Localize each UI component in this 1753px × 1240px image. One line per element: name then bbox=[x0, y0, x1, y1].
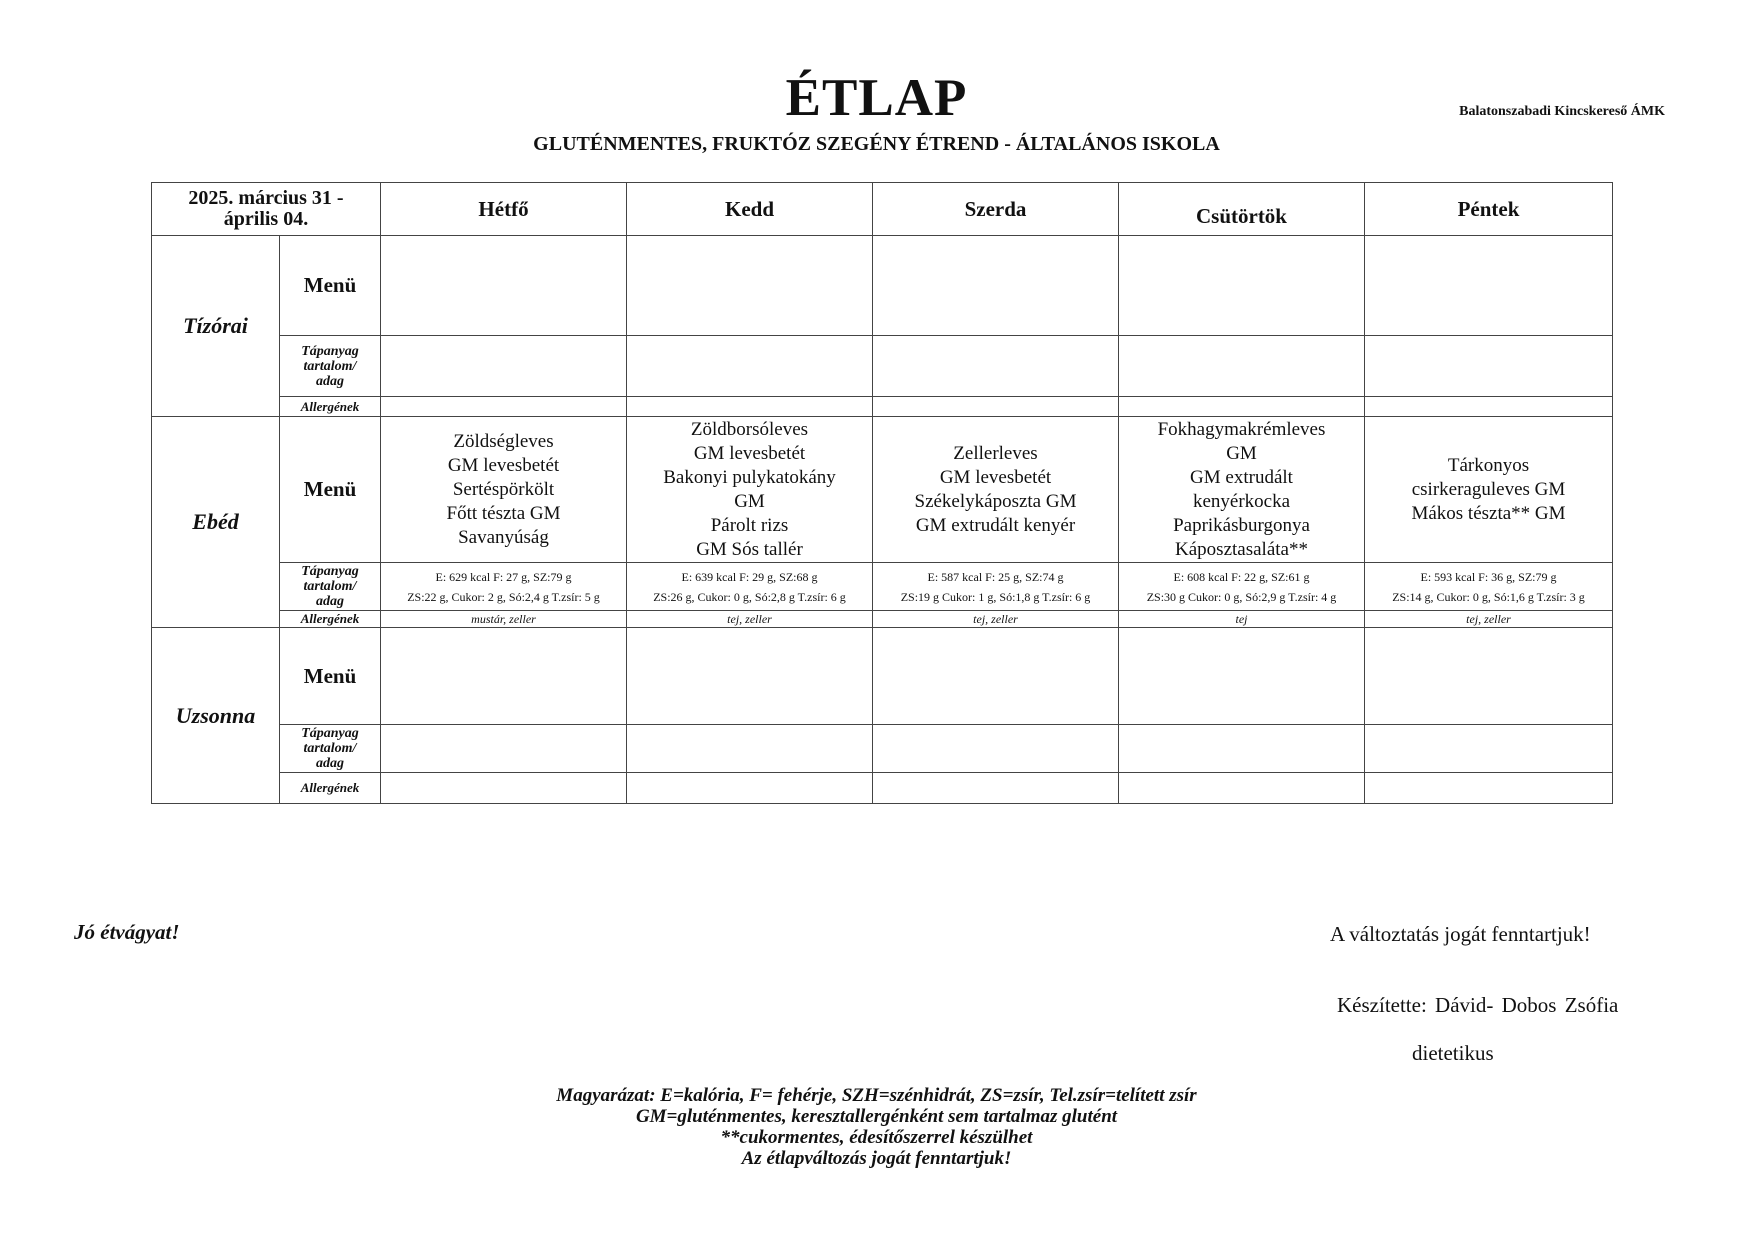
dish-line: Sertéspörkölt bbox=[452, 478, 555, 500]
lunch-nutrition-wednesday bbox=[873, 563, 1119, 611]
allergen-cell bbox=[1119, 773, 1365, 804]
day-header-thursday: Csütörtök bbox=[1119, 183, 1365, 236]
dish-line: Székelykáposzta GM bbox=[914, 490, 1077, 512]
row-label-nutrition-line: Tápanyag bbox=[301, 726, 359, 741]
table-row bbox=[152, 725, 1613, 773]
allergen-cell bbox=[873, 773, 1119, 804]
dish-line: Bakonyi pulykatokány bbox=[663, 466, 836, 488]
allergen-cell bbox=[627, 397, 873, 417]
lunch-menu-wednesday bbox=[873, 417, 1119, 563]
dish-line: Zellerleves bbox=[953, 442, 1038, 464]
allergen-cell bbox=[381, 773, 627, 804]
dish-line: GM levesbetét bbox=[939, 466, 1052, 488]
nutrition-cell bbox=[1365, 725, 1613, 773]
lunch-allergens-friday: tej, zeller bbox=[1365, 611, 1613, 628]
table-row bbox=[152, 236, 1613, 336]
nutrition-line: E: 608 kcal F: 22 g, SZ:61 g bbox=[1173, 569, 1310, 584]
table-row bbox=[152, 336, 1613, 397]
menu-cell bbox=[1119, 628, 1365, 725]
dish-line: GM levesbetét bbox=[447, 454, 560, 476]
nutrition-line: E: 639 kcal F: 29 g, SZ:68 g bbox=[681, 569, 818, 584]
legend-line: Az étlapváltozás jogát fenntartjuk! bbox=[741, 1148, 1012, 1169]
row-label-nutrition-line: Tápanyag bbox=[301, 564, 359, 579]
dish-line: Fokhagymakrémleves bbox=[1157, 418, 1326, 440]
row-label-nutrition-line: adag bbox=[316, 594, 344, 609]
page-title: ÉTLAP bbox=[785, 69, 968, 127]
row-label-allergens: Allergének bbox=[280, 611, 381, 628]
lunch-nutrition-thursday bbox=[1119, 563, 1365, 611]
table-row bbox=[152, 397, 1613, 417]
dish-line: Tárkonyos bbox=[1447, 454, 1530, 476]
lunch-allergens-tuesday: tej, zeller bbox=[627, 611, 873, 628]
row-label-nutrition-line: tartalom/ bbox=[303, 741, 357, 756]
table-header-row bbox=[152, 183, 1613, 236]
allergen-cell bbox=[381, 397, 627, 417]
nutrition-cell bbox=[1119, 725, 1365, 773]
dish-line: Mákos tészta** GM bbox=[1411, 502, 1566, 524]
menu-cell bbox=[381, 236, 627, 336]
nutrition-line: ZS:30 g Cukor: 0 g, Só:2,9 g T.zsír: 4 g bbox=[1146, 589, 1337, 604]
row-label-nutrition-line: Tápanyag bbox=[301, 343, 359, 359]
legend-line: **cukormentes, édesítőszerrel készülhet bbox=[720, 1127, 1033, 1148]
dish-line: Paprikásburgonya bbox=[1173, 514, 1310, 536]
table-row bbox=[152, 417, 1613, 563]
row-label-allergens: Allergének bbox=[280, 773, 381, 804]
nutrition-cell bbox=[873, 725, 1119, 773]
table-row bbox=[152, 611, 1613, 628]
rights-notice: A változtatás jogát fenntartjuk! bbox=[1330, 922, 1591, 946]
row-label-nutrition-line: adag bbox=[316, 373, 344, 389]
institution-name: Balatonszabadi Kincskereső ÁMK bbox=[1459, 104, 1665, 119]
dish-line: Párolt rizs bbox=[710, 514, 789, 536]
allergen-cell bbox=[873, 397, 1119, 417]
menu-cell bbox=[381, 628, 627, 725]
lunch-menu-thursday bbox=[1119, 417, 1365, 563]
lunch-menu-monday bbox=[381, 417, 627, 563]
menu-cell bbox=[873, 628, 1119, 725]
author-role: dietetikus bbox=[1412, 1041, 1494, 1065]
row-label-allergens: Allergének bbox=[280, 397, 381, 417]
legend-line: Magyarázat: E=kalória, F= fehérje, SZH=szénhidrát, ZS=zsír, Tel.zsír=telített zsír bbox=[556, 1085, 1197, 1106]
page-subtitle: GLUTÉNMENTES, FRUKTÓZ SZEGÉNY ÉTREND - ÁLTALÁNOS ISKOLA bbox=[533, 133, 1220, 155]
dish-line: kenyérkocka bbox=[1192, 490, 1291, 512]
date-range-end: április 04. bbox=[223, 208, 309, 230]
dish-line: GM bbox=[1226, 442, 1257, 464]
nutrition-line: ZS:14 g, Cukor: 0 g, Só:1,6 g T.zsír: 3 g bbox=[1392, 589, 1585, 604]
day-header-tuesday: Kedd bbox=[627, 183, 873, 236]
nutrition-cell bbox=[1119, 336, 1365, 397]
menu-cell bbox=[1365, 236, 1613, 336]
row-label-nutrition bbox=[280, 336, 381, 397]
nutrition-line: ZS:26 g, Cukor: 0 g, Só:2,8 g T.zsír: 6 g bbox=[653, 589, 846, 604]
row-label-menu: Menü bbox=[280, 417, 381, 563]
dish-line: Zöldségleves bbox=[453, 430, 554, 452]
lunch-menu-friday bbox=[1365, 417, 1613, 563]
dish-line: Zöldborsóleves bbox=[690, 418, 809, 440]
dish-line: csirkeraguleves GM bbox=[1411, 478, 1566, 500]
lunch-allergens-monday: mustár, zeller bbox=[381, 611, 627, 628]
allergen-cell bbox=[1119, 397, 1365, 417]
lunch-nutrition-monday bbox=[381, 563, 627, 611]
menu-cell bbox=[627, 236, 873, 336]
dish-line: Káposztasaláta** bbox=[1175, 538, 1308, 560]
nutrition-cell bbox=[873, 336, 1119, 397]
lunch-nutrition-friday bbox=[1365, 563, 1613, 611]
menu-cell bbox=[627, 628, 873, 725]
menu-cell bbox=[1119, 236, 1365, 336]
row-label-nutrition bbox=[280, 563, 381, 611]
row-label-menu: Menü bbox=[280, 628, 381, 725]
dish-line: GM Sós tallér bbox=[696, 538, 803, 560]
menu-table bbox=[151, 182, 1613, 804]
lunch-allergens-thursday: tej bbox=[1119, 611, 1365, 628]
meal-name-uzsonna: Uzsonna bbox=[152, 628, 280, 804]
table-row bbox=[152, 773, 1613, 804]
nutrition-cell bbox=[627, 725, 873, 773]
dish-line: GM levesbetét bbox=[693, 442, 806, 464]
nutrition-line: ZS:22 g, Cukor: 2 g, Só:2,4 g T.zsír: 5 g bbox=[407, 589, 600, 604]
dish-line: GM extrudált kenyér bbox=[915, 514, 1076, 536]
legend-line: GM=gluténmentes, keresztallergénként sem tartalmaz glutént bbox=[635, 1106, 1118, 1127]
allergen-cell bbox=[627, 773, 873, 804]
row-label-nutrition-line: tartalom/ bbox=[303, 358, 357, 374]
date-range-cell bbox=[152, 183, 381, 236]
menu-cell bbox=[1365, 628, 1613, 725]
dish-line: GM bbox=[734, 490, 765, 512]
nutrition-cell bbox=[381, 336, 627, 397]
table-row bbox=[152, 563, 1613, 611]
lunch-menu-tuesday bbox=[627, 417, 873, 563]
nutrition-line: ZS:19 g Cukor: 1 g, Só:1,8 g T.zsír: 6 g bbox=[900, 589, 1091, 604]
day-header-friday: Péntek bbox=[1365, 183, 1613, 236]
dish-line: Savanyúság bbox=[458, 526, 549, 548]
nutrition-line: E: 593 kcal F: 36 g, SZ:79 g bbox=[1420, 569, 1557, 584]
nutrition-line: E: 587 kcal F: 25 g, SZ:74 g bbox=[927, 569, 1064, 584]
meal-name-tizorai: Tízórai bbox=[152, 236, 280, 417]
meal-name-ebed: Ebéd bbox=[152, 417, 280, 628]
nutrition-line: E: 629 kcal F: 27 g, SZ:79 g bbox=[435, 569, 572, 584]
nutrition-cell bbox=[627, 336, 873, 397]
row-label-nutrition bbox=[280, 725, 381, 773]
author-line: Készítette: Dávid- Dobos Zsófia bbox=[1337, 993, 1619, 1017]
table-row bbox=[152, 628, 1613, 725]
allergen-cell bbox=[1365, 397, 1613, 417]
row-label-nutrition-line: adag bbox=[316, 756, 344, 771]
date-range-start: 2025. március 31 - bbox=[188, 187, 344, 209]
lunch-allergens-wednesday: tej, zeller bbox=[873, 611, 1119, 628]
menu-cell bbox=[873, 236, 1119, 336]
day-header-wednesday: Szerda bbox=[873, 183, 1119, 236]
lunch-nutrition-tuesday bbox=[627, 563, 873, 611]
nutrition-cell bbox=[381, 725, 627, 773]
dish-line: GM extrudált bbox=[1190, 466, 1293, 488]
greeting-text: Jó étvágyat! bbox=[74, 920, 180, 944]
nutrition-cell bbox=[1365, 336, 1613, 397]
row-label-nutrition-line: tartalom/ bbox=[303, 579, 357, 594]
dish-line: Főtt tészta GM bbox=[446, 502, 561, 524]
legend-notes bbox=[0, 1085, 1753, 1169]
row-label-menu: Menü bbox=[280, 236, 381, 336]
allergen-cell bbox=[1365, 773, 1613, 804]
day-header-monday: Hétfő bbox=[381, 183, 627, 236]
